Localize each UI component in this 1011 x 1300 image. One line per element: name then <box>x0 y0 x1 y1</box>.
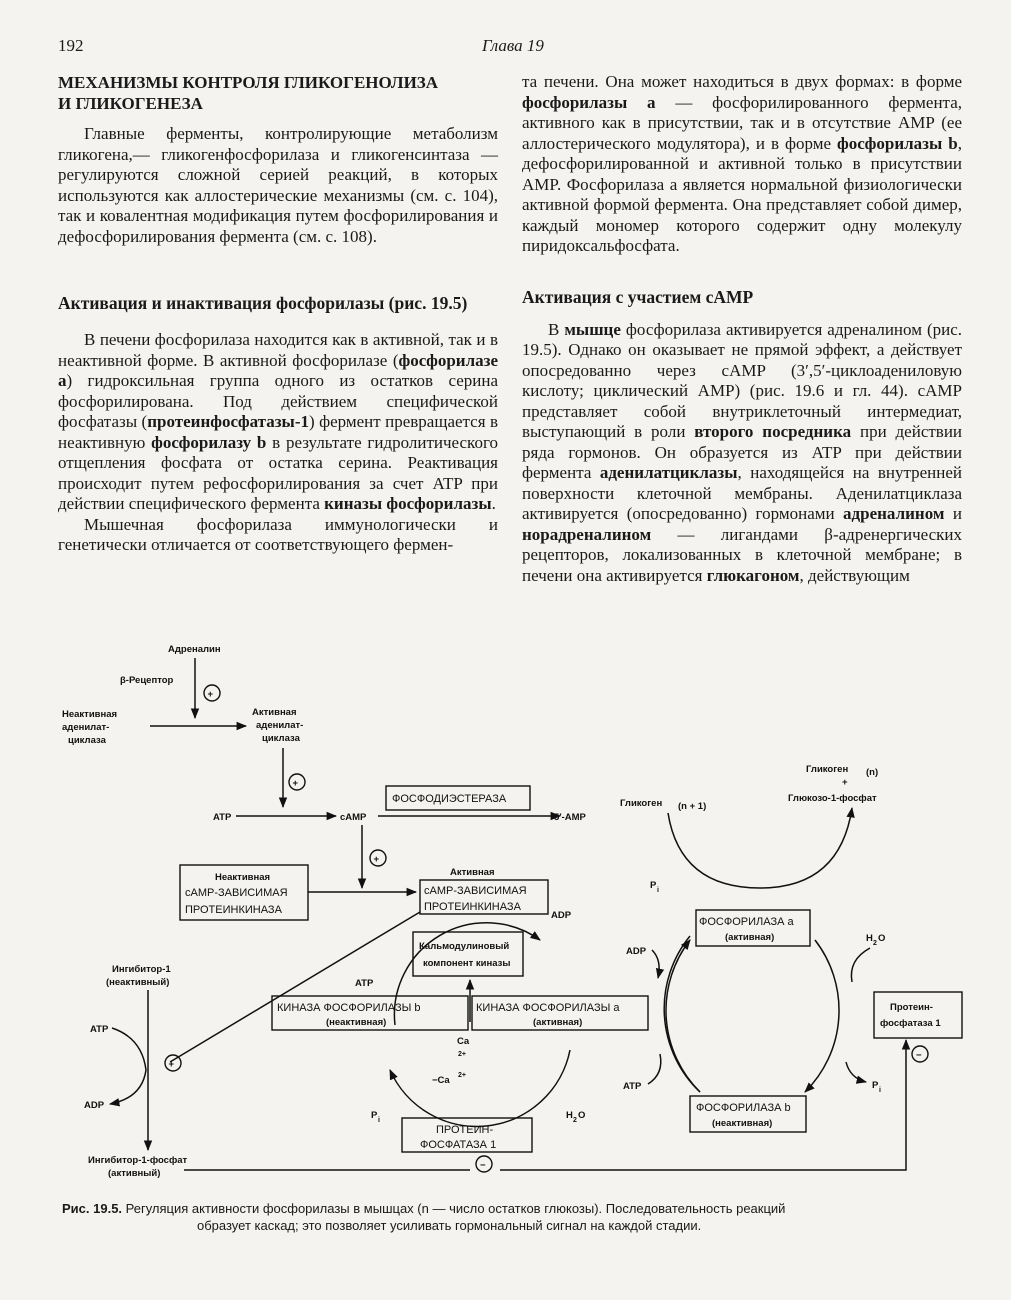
glycogen-n-label: Гликоген <box>806 764 849 775</box>
adp-label: ADP <box>551 910 572 921</box>
active-ac-label: аденилат- <box>256 720 304 731</box>
inactive-ac-label: аденилат- <box>62 722 110 733</box>
minus-sign: − <box>480 1160 486 1171</box>
ca-label: Ca <box>457 1036 470 1047</box>
kinase-a-label: (активная) <box>533 1017 583 1028</box>
calmodulin-label: Кальмодулиновый <box>419 941 510 952</box>
term: второго посредника <box>694 422 852 441</box>
phos-a-label: (активная) <box>725 932 775 943</box>
active-ac-label: циклаза <box>262 733 300 744</box>
glycogen-n1-sub: (n + 1) <box>678 801 707 812</box>
active-ac-label: Активная <box>252 707 297 718</box>
text: , находящейся на внутренней поверхности клеточной мембраны. Аденилатциклаза активируется (опосредованно) гормонами <box>522 463 962 523</box>
pi-sub: i <box>378 1117 380 1124</box>
inactive-pk-label: ПРОТЕИНКИНАЗА <box>185 904 282 916</box>
text: та печени. Она может находиться в двух формах: в форме <box>522 72 962 91</box>
section-heading <box>58 72 498 114</box>
plus-sign: + <box>292 778 299 789</box>
glycogen-n1-label: Гликоген <box>620 798 663 809</box>
left-column <box>58 72 498 556</box>
arrow <box>851 948 870 982</box>
text: фосфорилаза активируется адреналином (рис. 19.5). Однако он оказывает не прямой эффект, а действует опосредованно через cAMP (3′,5′-циклоадениловую кислоту; циклический AMP) (рис. 19.6 и гл. 44). cAMP представляет собой внутриклеточный интермедиат, выступающий в роли <box>522 319 963 441</box>
text: ) гидроксильная группа одного из остатков серина фосфорилирована. Под действием специфической фосфатазы ( <box>58 371 498 431</box>
inhibitor-active-label: (активный) <box>108 1168 161 1179</box>
h2o-o: O <box>578 1110 586 1121</box>
text: — лигандами β-адренергических рецепторов, локализованных в клеточной мембране; в печени она активируется <box>522 524 962 585</box>
g1p-label: Глюкозо-1-фосфат <box>788 793 877 804</box>
five-amp-label: 5′-AMP <box>554 812 586 823</box>
phosphodiesterase-label: ФОСФОДИЭСТЕРАЗА <box>392 793 507 805</box>
phos-a-label: ФОСФОРИЛАЗА a <box>699 916 794 928</box>
arrow <box>390 1050 570 1126</box>
active-pk-label: cAMP-ЗАВИСИМАЯ <box>424 885 527 897</box>
h2o-sub: 2 <box>873 940 877 947</box>
pi-label: P <box>872 1080 879 1091</box>
plus-sign: + <box>168 1059 175 1070</box>
inactive-pk-label: Неактивная <box>215 872 271 883</box>
atp-label: ATP <box>355 978 374 989</box>
arrow <box>648 1054 661 1084</box>
subsection-heading: Активация с участием cAMP <box>522 286 754 307</box>
term: норадреналином <box>522 524 652 544</box>
paragraph: Мышечная фосфорилаза иммунологически и генетически отличается от соответствующего фермен- <box>58 514 498 554</box>
text: ) фермент превращается в неактивную <box>58 412 498 452</box>
pi-sub: i <box>879 1087 881 1094</box>
inhibitor-active-label: Ингибитор-1-фосфат <box>88 1155 188 1166</box>
caption-label: Рис. 19.5. <box>62 1201 123 1216</box>
kinase-b-label: КИНАЗА ФОСФОРИЛАЗЫ b <box>277 1002 421 1014</box>
paragraph <box>58 330 498 515</box>
active-pk-label: ПРОТЕИНКИНАЗА <box>424 901 521 913</box>
protein-phosphatase-side-box <box>874 992 962 1038</box>
text: . <box>491 494 496 513</box>
figure-caption <box>62 1200 962 1234</box>
paragraph <box>522 72 962 257</box>
term: фосфорилазы a <box>522 92 656 112</box>
inhibitor-inactive-label: Ингибитор-1 <box>112 964 171 975</box>
arrow <box>846 1062 866 1082</box>
term: аденилатциклазы <box>599 463 738 482</box>
calmodulin-box <box>413 932 523 976</box>
inactive-ac-label: Неактивная <box>62 709 118 720</box>
pi-sub: i <box>657 887 659 894</box>
ca-sup: 2+ <box>458 1051 466 1058</box>
paragraph <box>522 320 962 587</box>
minus-ca-sup: 2+ <box>458 1072 466 1079</box>
h2o-label: H <box>566 1110 573 1121</box>
adrenalin-label: Адреналин <box>168 644 221 655</box>
adp-label: ADP <box>626 946 647 957</box>
inhibitor-inactive-label: (неактивный) <box>106 977 170 988</box>
calmodulin-label: компонент киназы <box>423 958 511 969</box>
atp-label: ATP <box>90 1024 109 1035</box>
term: мышце <box>564 319 621 339</box>
pi-label: P <box>650 880 657 891</box>
pp1-side-label: Протеин- <box>890 1002 933 1013</box>
plus-sign: + <box>373 854 380 865</box>
term: глюкагоном <box>706 565 800 585</box>
pp1-side-label: фосфатаза 1 <box>880 1018 941 1029</box>
h2o-o: O <box>878 933 886 944</box>
adp-label: ADP <box>84 1100 105 1111</box>
text: и <box>944 504 962 523</box>
h2o-sub: 2 <box>573 1117 577 1124</box>
pp1-label: ПРОТЕИН- <box>436 1124 494 1136</box>
term: протеинфосфатазы-1 <box>147 412 309 431</box>
h2o-label: H <box>866 933 873 944</box>
pi-label: P <box>371 1110 378 1121</box>
pp1-label: ФОСФАТАЗА 1 <box>420 1139 497 1151</box>
active-pk-title: Активная <box>450 867 495 878</box>
running-title: Глава 19 <box>482 36 544 55</box>
plus-sign: + <box>207 689 214 700</box>
minus-sign: − <box>916 1050 922 1061</box>
atp-label: ATP <box>623 1081 642 1092</box>
term: адреналином <box>843 504 945 523</box>
text: в результате гидролитического отщепления фосфата от остатка серина. Реактивация происходит путем рефосфорилирования за счет ATP при действии специфического фермента <box>58 432 498 513</box>
caption-text: Регуляция активности фосфорилазы в мышцах (n — число остатков глюкозы). Последовательность реакций <box>122 1201 786 1216</box>
text: — фосфорилированного фермента, активного как в присутствии, так и в отсутствие AMP (ее аллостерического модулятора), и в форме <box>522 92 962 153</box>
atp-label: ATP <box>213 812 232 823</box>
arrow <box>110 1028 146 1104</box>
plus-sign: + <box>842 777 848 788</box>
text: , действующим <box>799 565 910 585</box>
arrow <box>666 940 700 1092</box>
kinase-a-label: КИНАЗА ФОСФОРИЛАЗЫ a <box>476 1002 620 1014</box>
caption-text: образует каскад; это позволяет усиливать гормональный сигнал на каждой стадии. <box>197 1218 702 1233</box>
kinase-b-label: (неактивная) <box>326 1017 387 1028</box>
right-column <box>522 72 962 586</box>
subsection-heading: Активация и инактивация фосфорилазы (рис. 19.5) <box>58 293 468 313</box>
phos-b-label: (неактивная) <box>712 1118 773 1129</box>
term: фосфорилазы b <box>837 133 958 153</box>
section-heading-line: И ГЛИКОГЕНЕЗА <box>58 94 203 113</box>
term: киназы фосфорилазы <box>324 494 492 513</box>
arrow <box>652 950 659 978</box>
minus-ca-label: −Ca <box>432 1075 450 1086</box>
arrow <box>668 808 852 888</box>
arrow <box>805 940 839 1092</box>
camp-label: cAMP <box>340 812 367 823</box>
text: при действии ряда гормонов. Он образуется из ATP при действии фермента <box>522 422 963 482</box>
text: , дефосфорилированной и активной только в присутствии AMP. Фосфорилаза a является нормальной физиологически активной формой фермента. Она представляет собой димер, каждый мономер которого содержит одну молекулу пиридоксальфосфата. <box>522 133 962 255</box>
phosphorylase-cascade-diagram <box>0 630 1011 1190</box>
term: фосфорилазе a <box>58 350 498 390</box>
arrow <box>170 912 420 1062</box>
page-number: 192 <box>58 36 84 55</box>
text: В <box>548 319 565 339</box>
inactive-ac-label: циклаза <box>68 735 106 746</box>
text: В печени фосфорилаза находится как в активной, так и в неактивной форме. В активной фосфорилазе ( <box>58 330 498 370</box>
phos-b-label: ФОСФОРИЛАЗА b <box>696 1102 791 1114</box>
paragraph: Главные ферменты, контролирующие метаболизм гликогена,— гликогенфосфорилаза и гликогенсинтаза — регулируются сложной серией реакций, в которых используются как аллостерические механизмы (см. с. 104), так и ковалентная модификация путем фосфорилирования и дефосфорилирования фермента (см. с. 108). <box>58 124 498 246</box>
term: фосфорилазу b <box>151 432 267 452</box>
beta-receptor-label: β-Рецептор <box>120 675 174 686</box>
glycogen-n-sub: (n) <box>866 767 879 778</box>
section-heading-line: МЕХАНИЗМЫ КОНТРОЛЯ ГЛИКОГЕНОЛИЗА <box>58 73 439 92</box>
inactive-pk-label: cAMP-ЗАВИСИМАЯ <box>185 887 288 899</box>
